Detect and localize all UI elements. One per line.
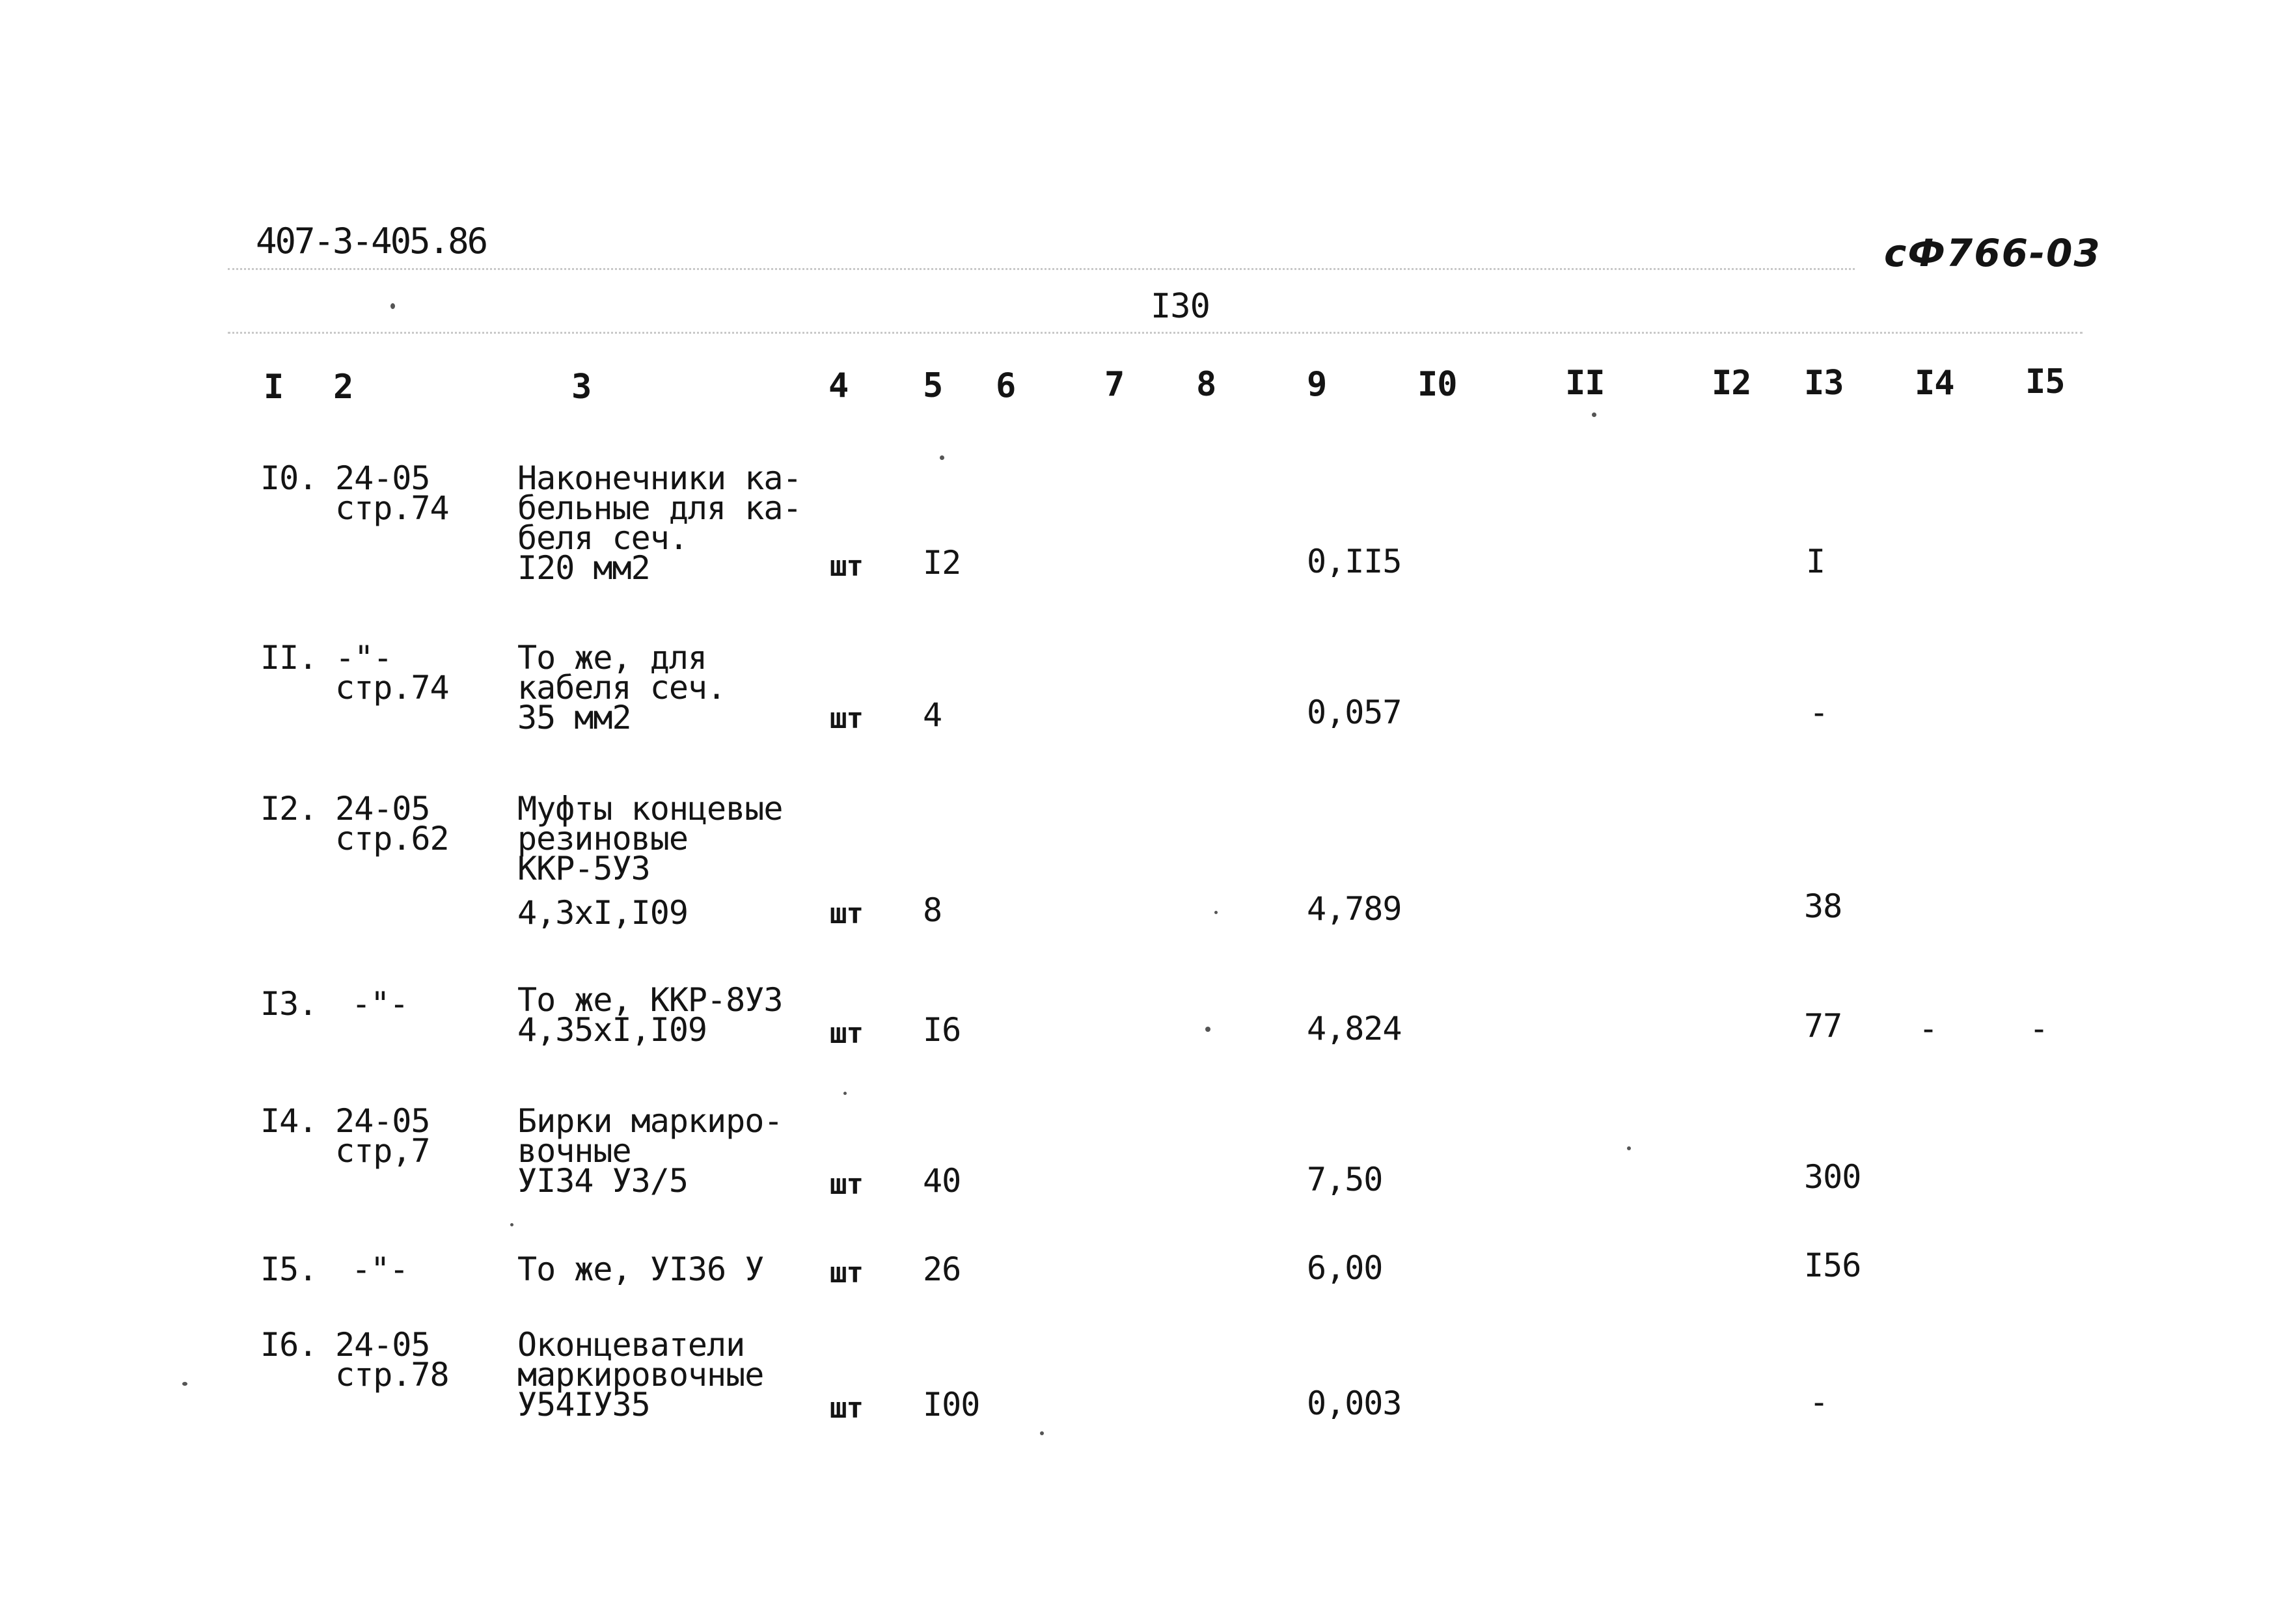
row-reference: -"- — [351, 985, 409, 1023]
scan-speck — [1040, 1431, 1044, 1435]
row-col13: 77 — [1804, 1007, 1842, 1045]
row-name: Муфты концевые резиновые ККР-5У3 — [517, 790, 783, 887]
column-header-15: I5 — [2025, 362, 2065, 401]
row-unit: шт — [830, 1168, 863, 1201]
row-quantity: I00 — [923, 1386, 980, 1424]
row-col13: - — [1809, 1383, 1829, 1421]
column-header-8: 8 — [1196, 365, 1216, 404]
column-header-9: 9 — [1307, 365, 1327, 404]
row-number: I2. — [260, 790, 318, 828]
row-reference: -"- — [351, 1250, 409, 1288]
column-header-14: I4 — [1915, 364, 1954, 403]
row-col9: 7,50 — [1307, 1161, 1383, 1198]
row-col9: 6,00 — [1307, 1249, 1383, 1287]
row-col13: I — [1806, 543, 1825, 580]
row-number: I5. — [260, 1250, 318, 1288]
row-name: То же, ККР-8У3 4,35хI,I09 — [517, 981, 783, 1049]
scan-speck — [843, 1092, 847, 1095]
row-reference: 24-05 стр.74 — [335, 459, 449, 527]
row-col9: 4,824 — [1307, 1010, 1402, 1047]
page-number: I30 — [1151, 287, 1210, 326]
column-header-3: 3 — [571, 368, 592, 407]
document-code: 407-3-405.86 — [256, 221, 487, 262]
row-unit: шт — [830, 1017, 863, 1050]
row-quantity: 40 — [923, 1162, 961, 1200]
row-number: I4. — [260, 1102, 318, 1140]
row-name: Оконцеватели маркировочные У54IУ35 — [517, 1326, 764, 1424]
column-header-6: 6 — [996, 366, 1016, 405]
row-col15: - — [2029, 1010, 2049, 1047]
column-header-1: I — [264, 368, 284, 407]
row-unit: шт — [830, 1392, 863, 1425]
row-col14: - — [1919, 1010, 1938, 1047]
row-col13: I56 — [1804, 1247, 1861, 1284]
row-number: II. — [260, 639, 318, 677]
row-quantity: I2 — [923, 544, 961, 582]
row-col9: 0,003 — [1307, 1384, 1402, 1422]
row-number: I3. — [260, 985, 318, 1023]
row-col13: 300 — [1804, 1158, 1861, 1196]
row-unit: шт — [830, 702, 863, 735]
row-col13: 38 — [1804, 887, 1842, 925]
scan-speck — [510, 1223, 513, 1226]
column-header-5: 5 — [923, 366, 943, 405]
scan-speck — [1214, 911, 1218, 914]
column-header-4: 4 — [828, 366, 849, 405]
scan-speck — [1627, 1146, 1631, 1150]
row-reference: -"- стр.74 — [335, 639, 449, 707]
row-reference: 24-05 стр,7 — [335, 1102, 430, 1170]
row-quantity: 8 — [923, 891, 942, 929]
row-unit: шт — [830, 1256, 863, 1289]
row-name-dimensions: 4,3хI,I09 — [517, 894, 688, 932]
column-header-13: I3 — [1804, 364, 1844, 403]
column-header-11: II — [1565, 364, 1605, 403]
row-unit: шт — [830, 897, 863, 930]
row-reference: 24-05 стр.78 — [335, 1326, 449, 1394]
scan-speck — [390, 303, 395, 309]
column-header-10: I0 — [1417, 365, 1457, 404]
scan-rule-header — [228, 332, 2083, 334]
scan-speck — [1205, 1027, 1210, 1032]
scan-speck — [182, 1382, 187, 1386]
column-header-7: 7 — [1104, 365, 1125, 404]
row-col9: 0,II5 — [1307, 543, 1402, 580]
row-quantity: 4 — [923, 696, 942, 734]
row-col9: 0,057 — [1307, 694, 1402, 731]
row-name: Наконечники ка- бельные для ка- беля сеч. I20 мм2 — [517, 459, 802, 587]
column-header-12: I2 — [1712, 364, 1751, 403]
row-reference: 24-05 стр.62 — [335, 790, 449, 857]
row-number: I0. — [260, 459, 318, 497]
row-quantity: 26 — [923, 1250, 961, 1288]
scan-rule-top — [228, 268, 1855, 270]
handwritten-code: сФ766-03 — [1884, 231, 2101, 275]
row-number: I6. — [260, 1326, 318, 1364]
row-name: То же, УI36 У — [517, 1250, 764, 1288]
row-name: То же, для кабеля сеч. 35 мм2 — [517, 639, 726, 736]
scan-speck — [1592, 412, 1596, 417]
row-quantity: I6 — [923, 1011, 961, 1049]
row-col13: - — [1809, 694, 1829, 731]
row-col9: 4,789 — [1307, 890, 1402, 928]
column-header-2: 2 — [333, 368, 353, 407]
scan-speck — [940, 455, 944, 460]
row-name: Бирки маркиро- вочные УI34 У3/5 — [517, 1102, 783, 1200]
row-unit: шт — [830, 550, 863, 583]
